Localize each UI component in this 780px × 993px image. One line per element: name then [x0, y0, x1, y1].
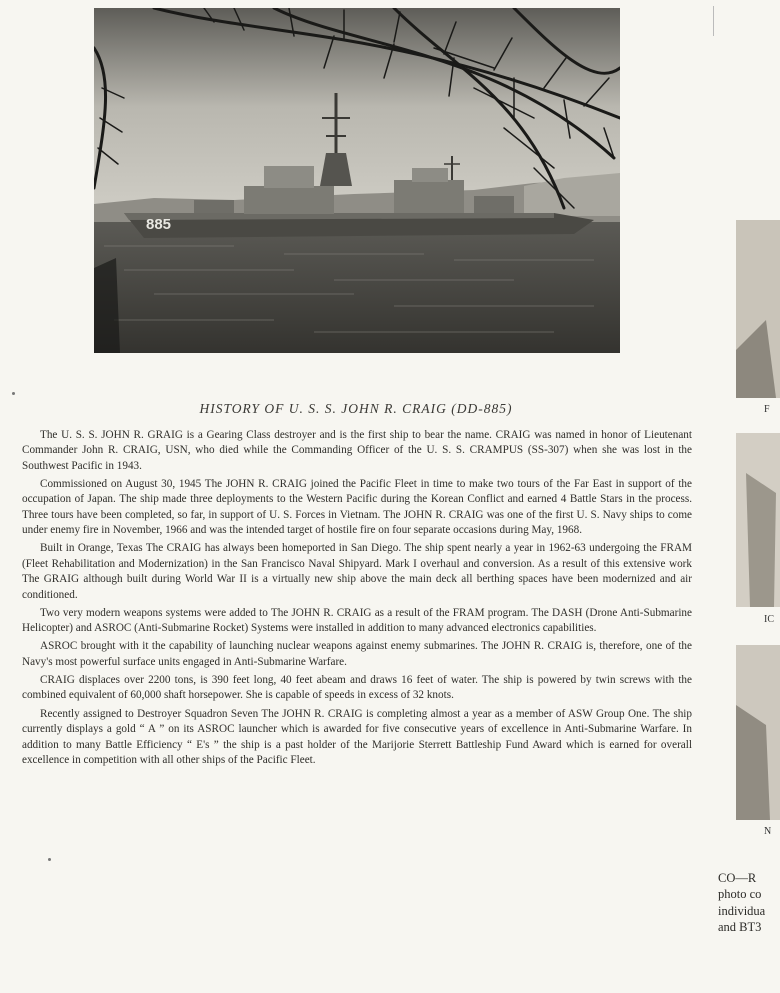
hull-number: 885: [146, 216, 172, 233]
adjacent-cover-note: [718, 870, 780, 936]
history-paragraph: CRAIG displaces over 2200 tons, is 390 feet long, 40 feet abeam and draws 16 feet of water. The ship is powered by twin screws with the combined equivalent of 60,000 shaft horsepower. She is capable of speeds in excess of 32 knots.: [22, 674, 692, 702]
history-paragraph: ASROC brought with it the capability of launching nuclear weapons against enemy submarines. The JOHN R. CRAIG is, therefore, one of the Navy's most powerful surface units engaged in Anti-Submarine Warfare.: [22, 640, 692, 668]
history-paragraph: Two very modern weapons systems were added to The JOHN R. CRAIG as a result of the FRAM program. The DASH (Drone Anti-Submarine Helicopter) and ASROC (Anti-Submarine Rocket) Systems were installed in addition to many advanced electronics capabilities.: [22, 606, 692, 635]
adjacent-photo: [736, 220, 780, 398]
adjacent-caption-letter: N: [764, 826, 772, 837]
adjacent-caption-letter: IC: [764, 614, 774, 625]
cover-note-line: and BT3: [718, 920, 762, 935]
history-body: [22, 428, 692, 771]
adjacent-caption-letter: F: [764, 404, 770, 415]
history-paragraph: Built in Orange, Texas The CRAIG has always been homeported in San Diego. The ship spent nearly a year in 1962-63 undergoing the FRAM (Fleet Rehabilitation and Modernization) in the San Francisco Naval Shipyard. Mark I overhaul and conversion. As a result of this extensive work The GRAIG although built during World War II is a virtually new ship above the main deck all berthing spaces have been modernized and air conditioned.: [22, 542, 692, 601]
page-edge-line: [713, 6, 714, 36]
scan-speck: [12, 392, 15, 395]
history-title: HISTORY OF U. S. S. JOHN R. CRAIG (DD-885): [199, 401, 513, 416]
history-paragraph: Commissioned on August 30, 1945 The JOHN R. CRAIG joined the Pacific Fleet in time to make two tours of the Far East in support of the occupation of Japan. The ship made three deployments to the Western Pacific during the Korean Conflict and earned 4 Battle Stars in the process. Three tours have been completed, so far, in support of U. S. Forces in Vietnam. The JOHN R. CRAIG was one of the first U. S. Navy ships to come under enemy fire in November, 1966 and was the intended target of hostile fire on four separate occasions during May, 1968.: [22, 478, 692, 537]
cover-note-line: photo co: [718, 887, 762, 902]
destroyer-photograph: [94, 8, 620, 353]
adjacent-photo: [736, 645, 780, 820]
cover-note-line: individua: [718, 903, 766, 918]
history-paragraph: The U. S. S. JOHN R. GRAIG is a Gearing Class destroyer and is the first ship to bear the name. CRAIG was named in honor of Lieutenant Commander John R. CRAIG, USN, who died while the Commanding Officer of the U. S. S. CRAMPUS (SS-307) when she was lost in the Southwest Pacific in 1943.: [22, 429, 692, 472]
scan-speck: [48, 858, 51, 861]
adjacent-photo: [736, 433, 780, 607]
cover-note-line: CO—R: [718, 871, 757, 885]
history-paragraph: Recently assigned to Destroyer Squadron Seven The JOHN R. CRAIG is completing almost a year as a member of ASW Group One. The ship currently displays a gold “ A ” on its ASROC launcher which is awarded for five consecutive years of excellence in Anti-Submarine Warfare. In addition to many Battle Efficiency “ E's ” the ship is a past holder of the Marijorie Sterrett Battleship Fund Award which is earned for overall excellence in competition with all other ships of the Pacific Fleet.: [22, 707, 692, 766]
